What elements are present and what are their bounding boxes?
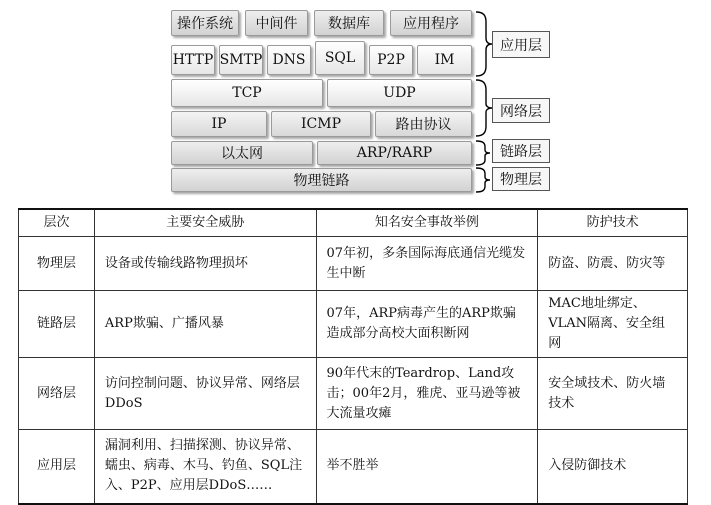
security-threats-table [18, 208, 688, 505]
row-example: 90年代末的Teardrop、Land攻击；00年2月，雅虎、亚马逊等被大流量攻瘫 [316, 358, 538, 430]
stack-box-ethernet: 以太网 [171, 141, 313, 165]
row-layer: 应用层 [19, 430, 95, 504]
row-defense: MAC地址绑定、VLAN隔离、安全组网 [538, 291, 688, 358]
stack-box-os: 操作系统 [171, 10, 239, 36]
stack-box-ip: IP [171, 111, 267, 137]
stack-box-middleware: 中间件 [245, 10, 308, 36]
layer-braces [0, 0, 711, 210]
table-header-row [19, 209, 688, 237]
header-layer: 层次 [19, 209, 95, 237]
stack-box-icmp: ICMP [271, 111, 371, 137]
layer-label-physical: 物理层 [492, 167, 550, 191]
layer-label-application: 应用层 [492, 31, 550, 58]
stack-box-arp: ARP/RARP [317, 141, 472, 165]
row-defense: 安全域技术、防火墙技术 [538, 358, 688, 430]
header-example: 知名安全事故举例 [316, 209, 538, 237]
stack-box-smtp: SMTP [219, 45, 263, 75]
row-threat: 漏洞利用、扫描探测、协议异常、蠕虫、病毒、木马、钓鱼、SQL注入、P2P、应用层DDoS…… [94, 430, 316, 504]
stack-box-p2p: P2P [369, 45, 413, 75]
stack-box-tcp: TCP [171, 79, 323, 107]
table-row [19, 237, 688, 291]
stack-box-dns: DNS [267, 45, 311, 75]
row-threat: 访问控制问题、协议异常、网络层DDoS [94, 358, 316, 430]
layer-label-link: 链路层 [492, 139, 550, 163]
header-defense: 防护技术 [538, 209, 688, 237]
row-example: 举不胜举 [316, 430, 538, 504]
row-threat: ARP欺骗、广播风暴 [94, 291, 316, 358]
brace-physical [476, 168, 490, 192]
header-threat: 主要安全威胁 [94, 209, 316, 237]
row-threat: 设备或传输线路物理损坏 [94, 237, 316, 291]
stack-box-udp: UDP [327, 79, 472, 107]
stack-box-sql: SQL [315, 41, 365, 75]
stack-box-routing: 路由协议 [375, 111, 472, 137]
stack-box-im: IM [417, 45, 472, 75]
layer-label-network: 网络层 [492, 98, 550, 123]
stack-box-database: 数据库 [314, 10, 384, 36]
row-example: 07年，ARP病毒产生的ARP欺骗造成部分高校大面积断网 [316, 291, 538, 358]
brace-network [476, 80, 492, 136]
table-row [19, 291, 688, 358]
table-row [19, 358, 688, 430]
stack-box-application: 应用程序 [390, 10, 472, 36]
row-layer: 链路层 [19, 291, 95, 358]
row-layer: 物理层 [19, 237, 95, 291]
brace-application [476, 12, 492, 76]
row-example: 07年初，多条国际海底通信光缆发生中断 [316, 237, 538, 291]
brace-link [476, 141, 490, 165]
stack-box-physical-link: 物理链路 [171, 168, 472, 192]
row-layer: 网络层 [19, 358, 95, 430]
table-row [19, 430, 688, 504]
stack-box-http: HTTP [171, 45, 215, 75]
row-defense: 入侵防御技术 [538, 430, 688, 504]
row-defense: 防盗、防震、防灾等 [538, 237, 688, 291]
